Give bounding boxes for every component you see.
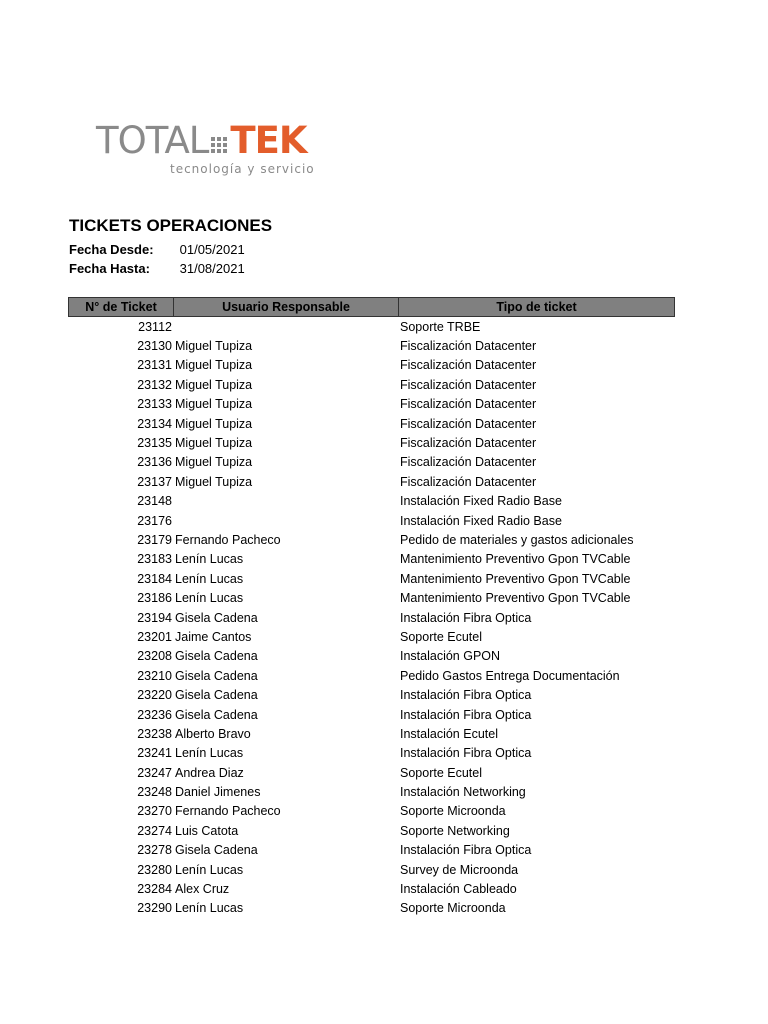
ticket-type-cell: Instalación Ecutel (400, 726, 498, 741)
ticket-number-cell: 23278 (137, 843, 172, 858)
responsible-user-cell: Andrea Diaz (175, 765, 244, 780)
table-row (68, 414, 675, 433)
date-from-row (69, 242, 245, 257)
ticket-type-cell: Instalación Fixed Radio Base (400, 513, 562, 528)
table-row (68, 724, 675, 743)
ticket-number-cell: 23133 (137, 397, 172, 412)
ticket-type-cell: Soporte Ecutel (400, 629, 482, 644)
date-from-value: 01/05/2021 (179, 242, 245, 257)
logo-word-tek: TEK (230, 119, 307, 162)
ticket-type-cell: Mantenimiento Preventivo Gpon TVCable (400, 552, 631, 567)
table-row (68, 841, 675, 860)
table-row (68, 375, 675, 394)
ticket-number-cell: 23134 (137, 416, 172, 431)
date-to-value: 31/08/2021 (179, 261, 245, 276)
ticket-type-cell: Instalación Fixed Radio Base (400, 494, 562, 509)
date-to-row (69, 261, 245, 276)
ticket-number-cell: 23184 (137, 571, 172, 586)
table-row (68, 530, 675, 549)
responsible-user-cell: Lenín Lucas (175, 862, 244, 877)
responsible-user-cell: Miguel Tupiza (175, 436, 253, 451)
table-row (68, 317, 675, 336)
responsible-user-cell: Miguel Tupiza (175, 474, 253, 489)
ticket-type-cell: Fiscalización Datacenter (400, 339, 537, 354)
ticket-type-cell: Survey de Microonda (400, 862, 519, 877)
ticket-type-cell: Instalación Fibra Optica (400, 843, 532, 858)
responsible-user-cell: Miguel Tupiza (175, 358, 253, 373)
responsible-user-cell: Alberto Bravo (175, 726, 251, 741)
responsible-user-cell: Lenín Lucas (175, 901, 244, 916)
responsible-user-cell: Gisela Cadena (175, 843, 258, 858)
ticket-type-cell: Instalación Fibra Optica (400, 688, 532, 703)
ticket-number-cell: 23137 (137, 474, 172, 489)
responsible-user-cell: Gisela Cadena (175, 707, 258, 722)
ticket-number-cell: 23238 (137, 726, 172, 741)
ticket-number-cell: 23194 (137, 610, 172, 625)
table-row (68, 821, 675, 840)
ticket-number-cell: 23135 (137, 436, 172, 451)
ticket-type-cell: Mantenimiento Preventivo Gpon TVCable (400, 571, 631, 586)
table-row (68, 608, 675, 627)
table-row (68, 395, 675, 414)
table-row (68, 472, 675, 491)
table-row (68, 550, 675, 569)
responsible-user-cell: Lenín Lucas (175, 591, 244, 606)
ticket-number-cell: 23112 (138, 319, 172, 334)
ticket-type-cell: Soporte Ecutel (400, 765, 482, 780)
ticket-type-cell: Fiscalización Datacenter (400, 416, 537, 431)
ticket-number-cell: 23183 (137, 552, 172, 567)
ticket-type-cell: Fiscalización Datacenter (400, 455, 537, 470)
ticket-number-cell: 23179 (137, 532, 172, 547)
ticket-type-cell: Mantenimiento Preventivo Gpon TVCable (400, 591, 631, 606)
table-row (68, 433, 675, 452)
logo-word-total: TOTAL (96, 119, 209, 162)
responsible-user-cell: Lenín Lucas (175, 746, 244, 761)
ticket-type-cell: Pedido Gastos Entrega Documentación (400, 668, 620, 683)
ticket-number-cell: 23220 (137, 688, 172, 703)
header-ticket-number: N° de Ticket (69, 298, 174, 316)
table-row (68, 336, 675, 355)
ticket-number-cell: 23176 (137, 513, 172, 528)
ticket-type-cell: Soporte Microonda (400, 804, 506, 819)
table-row (68, 453, 675, 472)
ticket-number-cell: 23130 (137, 339, 172, 354)
ticket-number-cell: 23248 (137, 785, 172, 800)
ticket-number-cell: 23186 (137, 591, 172, 606)
ticket-type-cell: Soporte Microonda (400, 901, 506, 916)
ticket-type-cell: Fiscalización Datacenter (400, 397, 537, 412)
ticket-number-cell: 23148 (137, 494, 172, 509)
ticket-number-cell: 23284 (137, 882, 172, 897)
responsible-user-cell: Daniel Jimenes (175, 785, 261, 800)
ticket-number-cell: 23201 (137, 629, 172, 644)
responsible-user-cell: Alex Cruz (175, 882, 230, 897)
responsible-user-cell: Fernando Pacheco (175, 532, 281, 547)
table-row (68, 685, 675, 704)
header-ticket-type: Tipo de ticket (496, 300, 577, 314)
responsible-user-cell: Jaime Cantos (175, 629, 252, 644)
ticket-number-cell: 23210 (137, 668, 172, 683)
header-responsible-user: Usuario Responsable (174, 298, 399, 316)
ticket-number-cell: 23131 (137, 358, 172, 373)
ticket-number-cell: 23247 (137, 765, 172, 780)
responsible-user-cell: Luis Catota (175, 823, 239, 838)
logo-tagline: tecnología y servicio (170, 162, 315, 176)
ticket-type-cell: Instalación Fibra Optica (400, 707, 532, 722)
ticket-type-cell: Instalación Networking (400, 785, 526, 800)
ticket-number-cell: 23274 (137, 823, 172, 838)
table-row (68, 647, 675, 666)
ticket-type-cell: Fiscalización Datacenter (400, 436, 537, 451)
table-row (68, 782, 675, 801)
tickets-table (68, 297, 675, 918)
table-header (68, 297, 675, 317)
responsible-user-cell: Gisela Cadena (175, 610, 258, 625)
responsible-user-cell: Miguel Tupiza (175, 377, 253, 392)
ticket-type-cell: Fiscalización Datacenter (400, 474, 537, 489)
table-row (68, 627, 675, 646)
table-row (68, 511, 675, 530)
table-row (68, 860, 675, 879)
ticket-type-cell: Instalación Cableado (400, 882, 517, 897)
ticket-type-cell: Instalación Fibra Optica (400, 610, 532, 625)
table-row (68, 569, 675, 588)
table-row (68, 899, 675, 918)
ticket-number-cell: 23290 (137, 901, 172, 916)
ticket-type-cell: Fiscalización Datacenter (400, 377, 537, 392)
responsible-user-cell: Lenín Lucas (175, 552, 244, 567)
ticket-number-cell: 23241 (137, 746, 172, 761)
table-row (68, 356, 675, 375)
responsible-user-cell: Miguel Tupiza (175, 416, 253, 431)
responsible-user-cell: Gisela Cadena (175, 688, 258, 703)
ticket-number-cell: 23280 (137, 862, 172, 877)
company-logo (96, 119, 326, 178)
responsible-user-cell: Gisela Cadena (175, 668, 258, 683)
table-row (68, 588, 675, 607)
ticket-type-cell: Instalación Fibra Optica (400, 746, 532, 761)
ticket-number-cell: 23132 (137, 377, 172, 392)
ticket-number-cell: 23208 (137, 649, 172, 664)
ticket-type-cell: Soporte Networking (400, 823, 510, 838)
responsible-user-cell: Fernando Pacheco (175, 804, 281, 819)
ticket-number-cell: 23136 (137, 455, 172, 470)
table-row (68, 666, 675, 685)
table-row (68, 802, 675, 821)
table-row (68, 492, 675, 511)
date-from-label: Fecha Desde: (69, 242, 154, 257)
ticket-type-cell: Instalación GPON (400, 649, 501, 664)
responsible-user-cell: Miguel Tupiza (175, 455, 253, 470)
ticket-type-cell: Fiscalización Datacenter (400, 358, 537, 373)
responsible-user-cell: Miguel Tupiza (175, 397, 253, 412)
ticket-type-cell: Pedido de materiales y gastos adicionales (400, 532, 634, 547)
table-row (68, 763, 675, 782)
date-to-label: Fecha Hasta: (69, 261, 150, 276)
table-body (68, 317, 675, 918)
logo-wordmark (96, 119, 307, 162)
table-row (68, 879, 675, 898)
logo-dot-grid-icon (211, 137, 227, 153)
table-row (68, 705, 675, 724)
responsible-user-cell: Lenín Lucas (175, 571, 244, 586)
ticket-type-cell: Soporte TRBE (400, 319, 481, 334)
table-row (68, 744, 675, 763)
responsible-user-cell: Gisela Cadena (175, 649, 258, 664)
report-title: TICKETS OPERACIONES (69, 216, 273, 235)
ticket-number-cell: 23236 (137, 707, 172, 722)
ticket-number-cell: 23270 (137, 804, 172, 819)
responsible-user-cell: Miguel Tupiza (175, 339, 253, 354)
